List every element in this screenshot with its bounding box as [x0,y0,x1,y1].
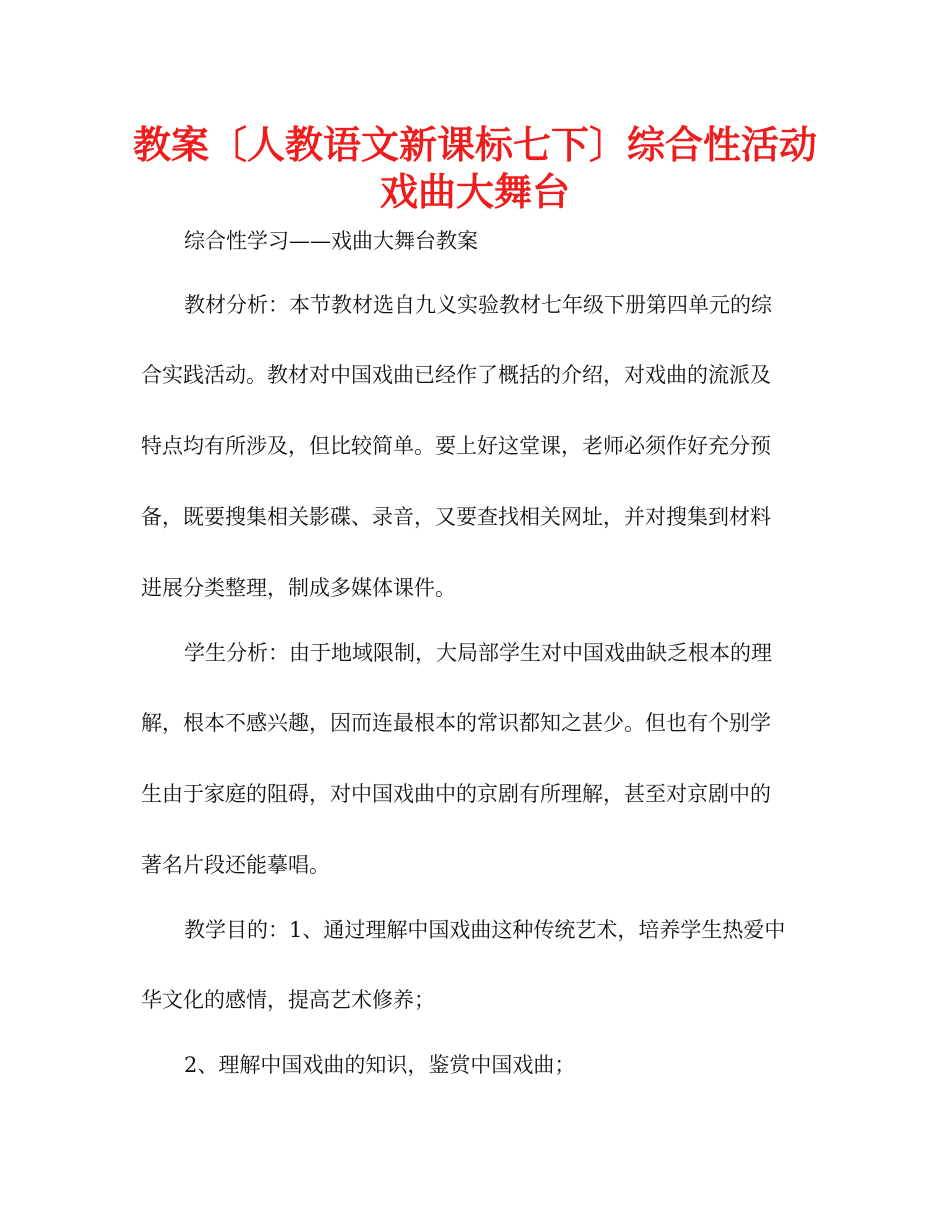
paragraph-line: 备，既要搜集相关影碟、录音，又要查找相关网址，并对搜集到材料 [141,505,771,529]
paragraph-line: 2、理解中国戏曲的知识，鉴赏中国戏曲； [184,1053,576,1077]
paragraph-line: 著名片段还能摹唱。 [141,853,330,877]
paragraph-line: 教学目的：1、通过理解中国戏曲这种传统艺术，培养学生热爱中 [184,918,786,942]
paragraph-line: 解，根本不感兴趣，因而连最根本的常识都知之甚少。但也有个别学 [141,711,771,735]
document-title-line-1: 教案〔人教语文新课标七下〕综合性活动 [132,123,817,167]
paragraph-line: 综合性学习——戏曲大舞台教案 [184,229,478,253]
paragraph-line: 教材分析：本节教材选自九义实验教材七年级下册第四单元的综 [184,293,772,317]
paragraph-line: 合实践活动。教材对中国戏曲已经作了概括的介绍，对戏曲的流派及 [141,363,771,387]
document-title-line-2: 戏曲大舞台 [379,170,570,214]
paragraph-line: 学生分析：由于地域限制，大局部学生对中国戏曲缺乏根本的理 [184,641,772,665]
paragraph-line: 华文化的感情，提高艺术修养； [141,988,435,1012]
paragraph-line: 生由于家庭的阻碍，对中国戏曲中的京剧有所理解，甚至对京剧中的 [141,782,771,806]
paragraph-line: 特点均有所涉及，但比较简单。要上好这堂课，老师必须作好充分预 [141,434,771,458]
paragraph-line: 进展分类整理，制成多媒体课件。 [141,576,456,600]
